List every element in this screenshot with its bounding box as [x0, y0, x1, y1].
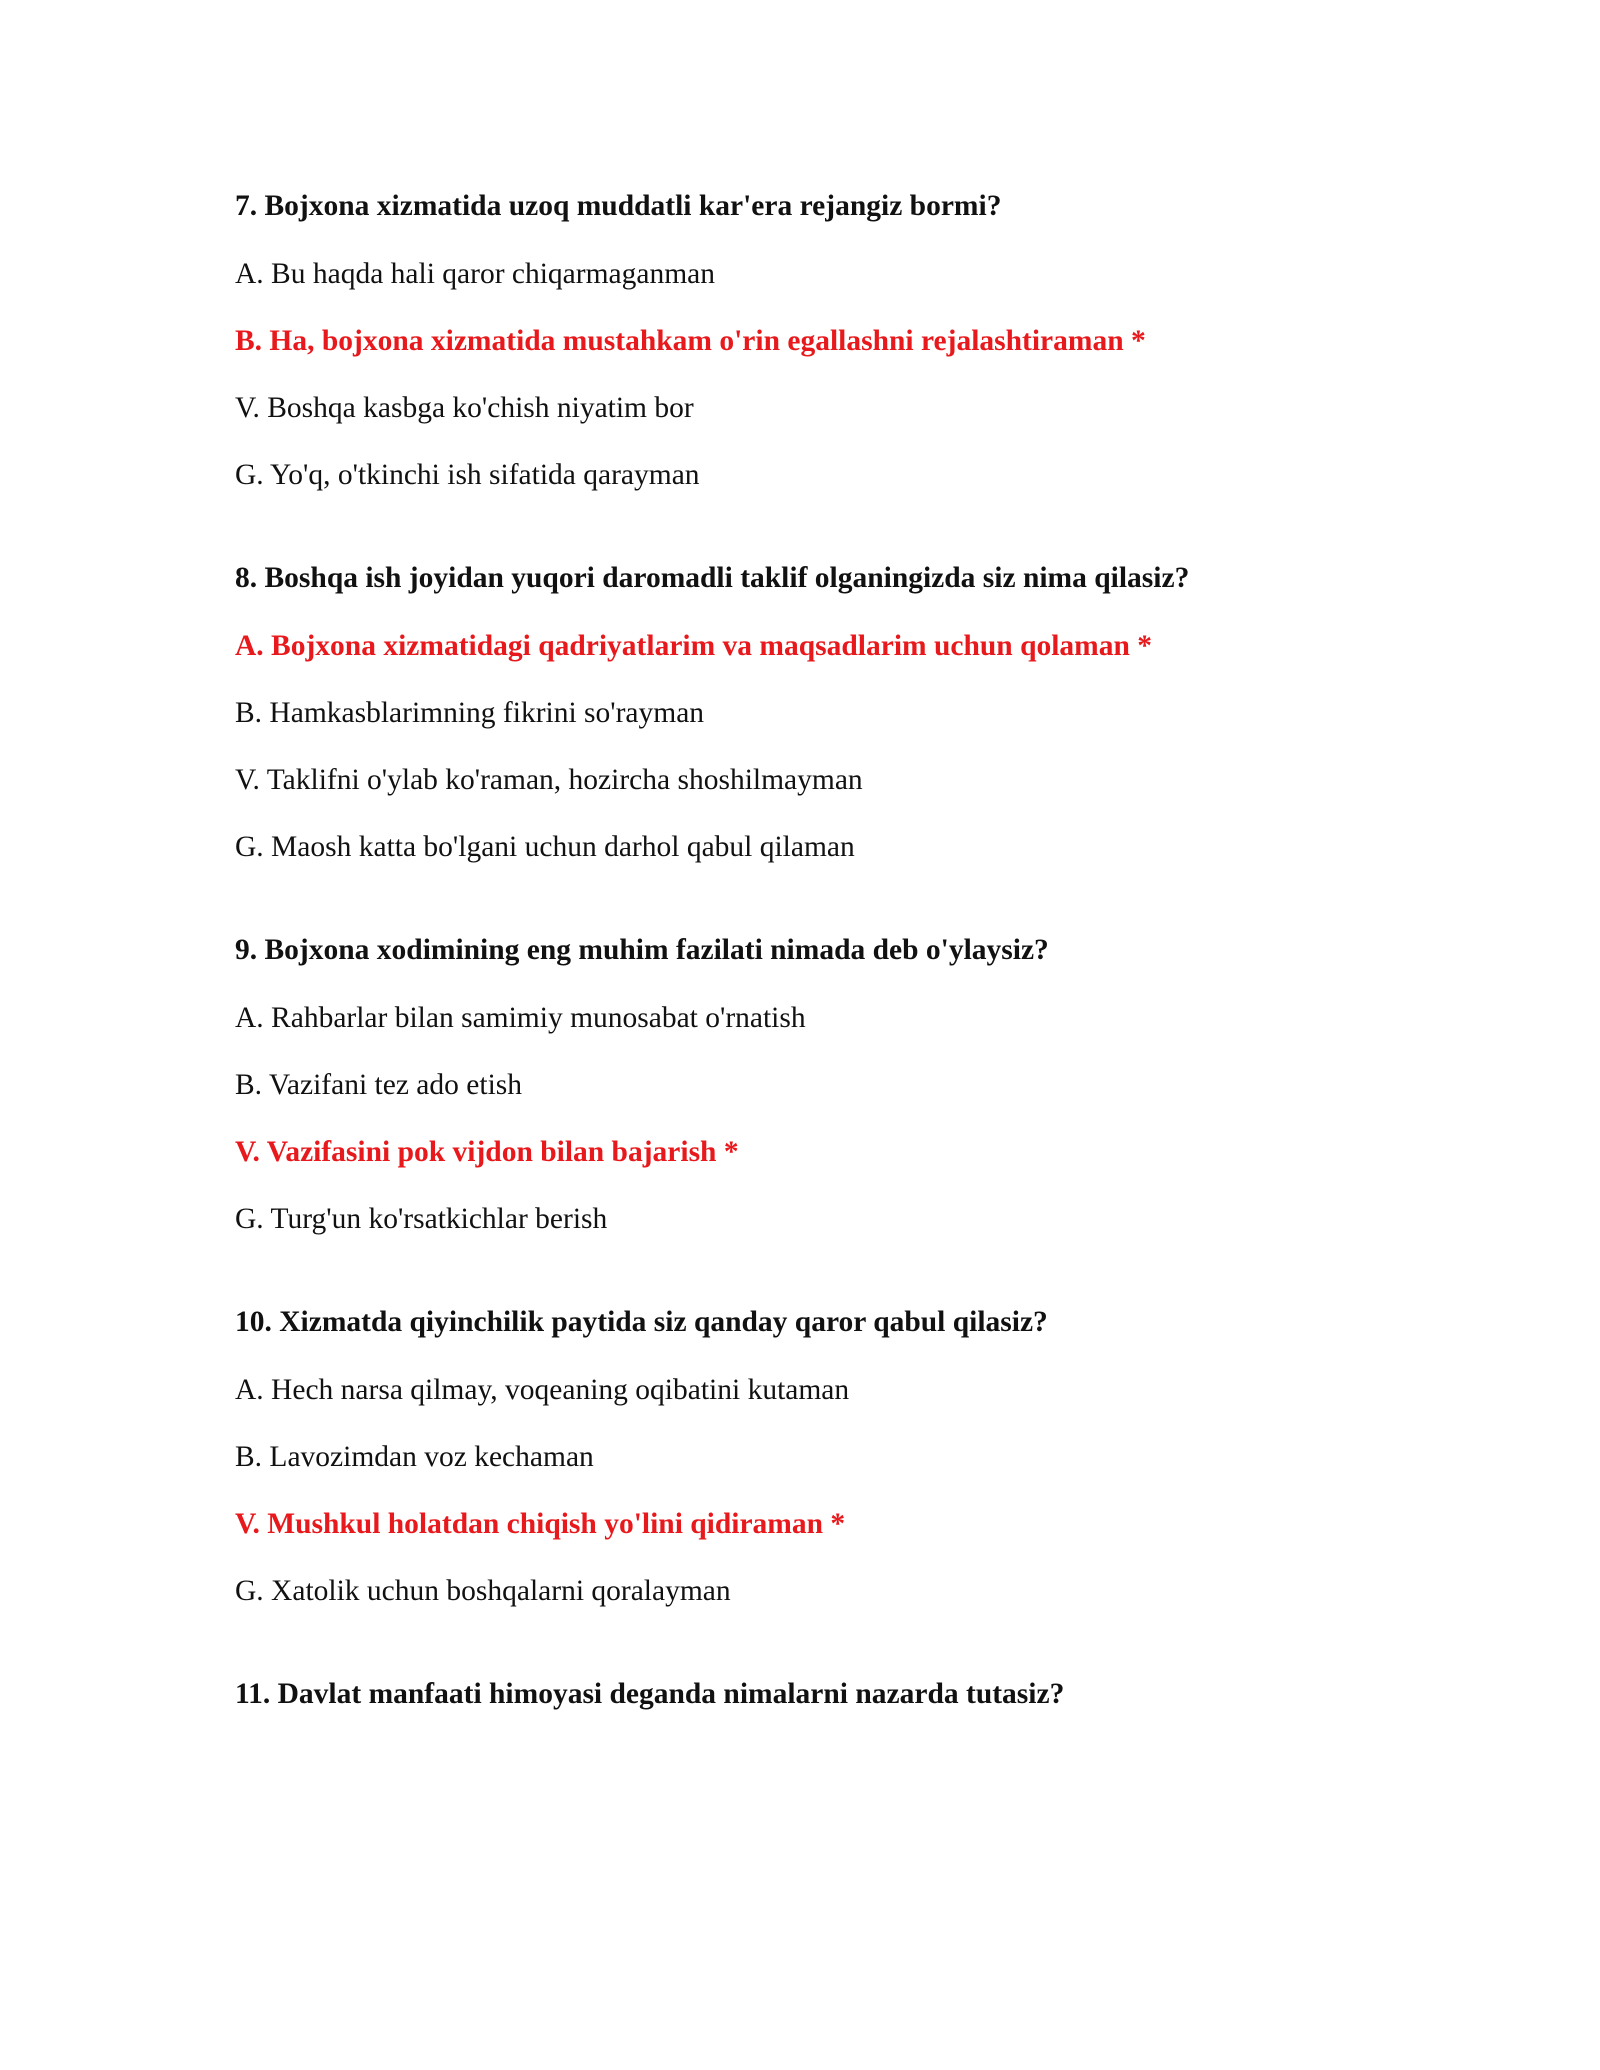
question-title: 11. Davlat manfaati himoyasi deganda nimalarni nazarda tutasiz?: [235, 1678, 1065, 1710]
answer-option-a-correct: A. Bojxona xizmatidagi qadriyatlarim va maqsadlarim uchun qolaman *: [235, 630, 1153, 662]
answer-option-v-correct: V. Mushkul holatdan chiqish yo'lini qidiraman *: [235, 1508, 846, 1540]
answer-option-b: B. Hamkasblarimning fikrini so'rayman: [235, 697, 705, 729]
answer-option-g: G. Maosh katta bo'lgani uchun darhol qabul qilaman: [235, 831, 855, 863]
question-block-7: [235, 188, 1435, 493]
answer-option-v: V. Boshqa kasbga ko'chish niyatim bor: [235, 392, 694, 424]
answer-option-g: G. Yo'q, o'tkinchi ish sifatida qarayman: [235, 459, 700, 491]
question-block-11: [235, 1676, 1435, 1712]
answer-option-a: A. Rahbarlar bilan samimiy munosabat o'rnatish: [235, 1002, 806, 1034]
question-title: 10. Xizmatda qiyinchilik paytida siz qanday qaror qabul qilasiz?: [235, 1306, 1048, 1338]
answer-option-g: G. Turg'un ko'rsatkichlar berish: [235, 1203, 608, 1235]
question-block-9: [235, 932, 1435, 1237]
answer-option-b-correct: B. Ha, bojxona xizmatida mustahkam o'rin egallashni rejalashtiraman *: [235, 325, 1146, 357]
answer-option-g: G. Xatolik uchun boshqalarni qoralayman: [235, 1575, 731, 1607]
answer-option-a: A. Bu haqda hali qaror chiqarmaganman: [235, 258, 716, 290]
question-title: 7. Bojxona xizmatida uzoq muddatli kar'era rejangiz bormi?: [235, 190, 1002, 222]
answer-option-v-correct: V. Vazifasini pok vijdon bilan bajarish *: [235, 1136, 739, 1168]
answer-option-a: A. Hech narsa qilmay, voqeaning oqibatini kutaman: [235, 1374, 850, 1406]
document-page: [235, 188, 1435, 1779]
question-block-10: [235, 1304, 1435, 1609]
answer-option-v: V. Taklifni o'ylab ko'raman, hozircha shoshilmayman: [235, 764, 863, 796]
answer-option-b: B. Vazifani tez ado etish: [235, 1069, 522, 1101]
question-title: 9. Bojxona xodimining eng muhim fazilati nimada deb o'ylaysiz?: [235, 934, 1049, 966]
answer-option-b: B. Lavozimdan voz kechaman: [235, 1441, 594, 1473]
question-block-8: [235, 560, 1435, 865]
question-title: 8. Boshqa ish joyidan yuqori daromadli taklif olganingizda siz nima qilasiz?: [235, 562, 1190, 594]
